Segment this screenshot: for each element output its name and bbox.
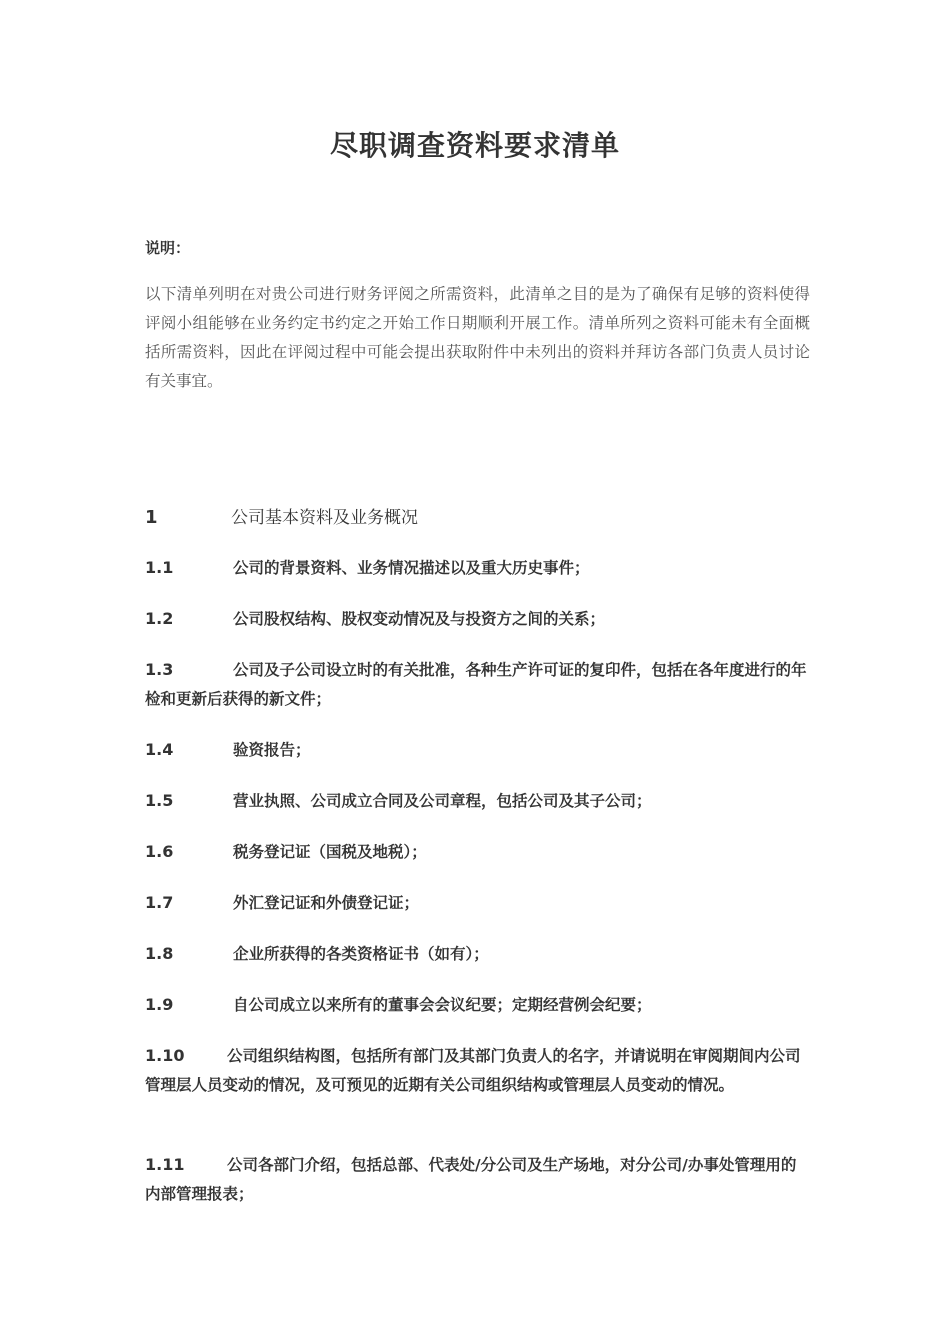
item-number: 1.9 [145,995,174,1014]
list-item [145,837,810,867]
list-item [145,604,810,634]
item-text: 自公司成立以来所有的董事会会议纪要；定期经营例会纪要； [233,996,652,1014]
item-number: 1.10 [145,1046,185,1065]
item-text: 公司组织结构图，包括所有部门及其部门负责人的名字，并请说明在审阅期间内公司管理层人员变动的情况，及可预见的近期有关公司组织结构或管理层人员变动的情况。 [145,1047,801,1094]
item-number: 1.11 [145,1155,185,1174]
item-text: 公司股权结构、股权变动情况及与投资方之间的关系； [233,610,606,628]
item-text: 公司的背景资料、业务情况描述以及重大历史事件； [233,559,590,577]
section-number: 1 [145,507,158,528]
item-text: 营业执照、公司成立合同及公司章程，包括公司及其子公司； [233,792,652,810]
item-number: 1.7 [145,893,174,912]
list-item [145,655,810,714]
list-item [145,735,810,765]
item-text: 企业所获得的各类资格证书（如有）； [233,945,489,963]
item-number: 1.3 [145,660,174,679]
item-text: 税务登记证（国税及地税）； [233,843,427,861]
list-item [145,1041,810,1100]
item-number: 1.2 [145,609,174,628]
item-text: 公司各部门介绍，包括总部、代表处/分公司及生产场地，对分公司/办事处管理用的内部管理报表； [145,1156,797,1203]
list-item [145,1150,810,1209]
item-text: 公司及子公司设立时的有关批准，各种生产许可证的复印件，包括在各年度进行的年检和更新后获得的新文件； [145,661,807,708]
note-paragraph: 以下清单列明在对贵公司进行财务评阅之所需资料，此清单之目的是为了确保有足够的资料使得评阅小组能够在业务约定书约定之开始工作日期顺利开展工作。清单所列之资料可能未有全面概括所需资料，因此在评阅过程中可能会提出获取附件中未列出的资料并拜访各部门负责人员讨论有关事宜。 [145,285,810,390]
note-label: 说明： [145,239,191,257]
item-text: 验资报告； [233,741,311,759]
list-item [145,553,810,583]
item-number: 1.4 [145,740,174,759]
section-title: 公司基本资料及业务概况 [231,508,418,528]
list-item [145,939,810,969]
page-title: 尽职调查资料要求清单 [329,129,620,162]
item-number: 1.8 [145,944,174,963]
list-item [145,786,810,816]
item-number: 1.1 [145,558,174,577]
list-item [145,990,810,1020]
list-item [145,888,810,918]
section-heading [145,503,810,528]
item-text: 外汇登记证和外债登记证； [233,894,420,912]
item-number: 1.6 [145,842,174,861]
item-number: 1.5 [145,791,174,810]
